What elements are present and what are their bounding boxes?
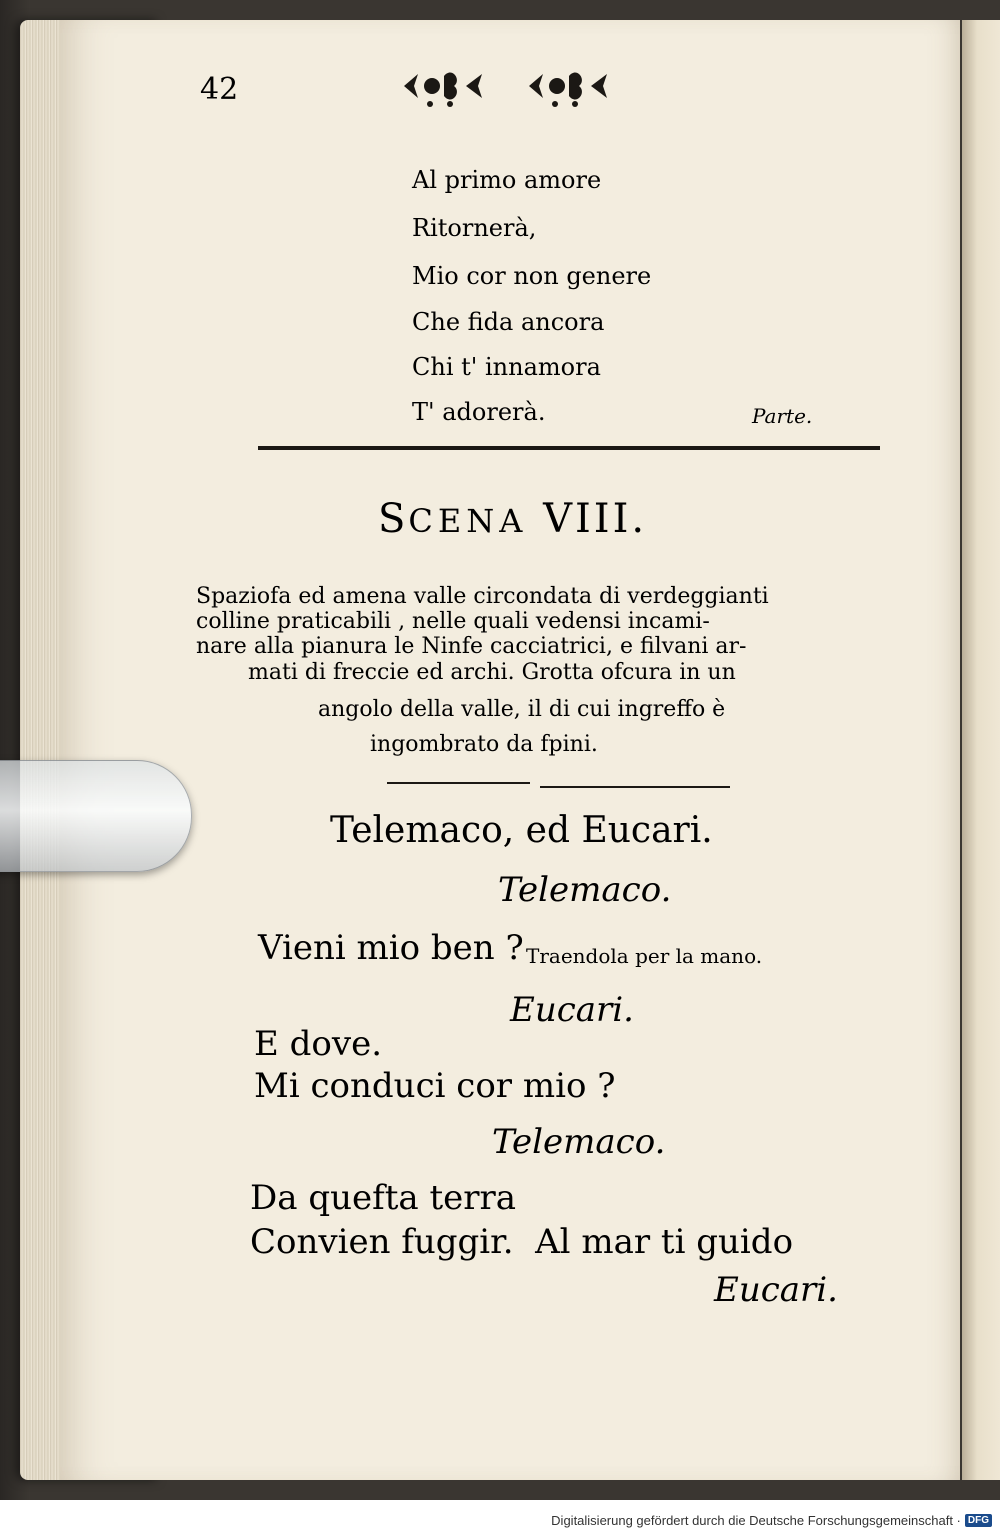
verse-line: Chi t' innamora xyxy=(412,353,601,381)
funding-credit-text: Digitalisierung gefördert durch die Deutsche Forschungsgemeinschaft · xyxy=(551,1513,961,1528)
stage-direction-exit: Parte. xyxy=(752,404,813,428)
verse-line: Al primo amore xyxy=(412,166,602,194)
stage-description-line: Spaziofa ed amena valle circondata di verdeggianti xyxy=(196,584,769,609)
header-ornament xyxy=(400,66,610,110)
stage-direction: Traendola per la mano. xyxy=(526,944,763,968)
section-rule xyxy=(258,446,880,450)
dfg-logo: DFG xyxy=(965,1514,992,1527)
stage-description-line: nare alla pianura le Ninfe cacciatrici, e filvani ar- xyxy=(196,634,747,659)
verse-line: T' adorerà. xyxy=(412,398,546,426)
speaker-name: Eucari. xyxy=(510,990,634,1030)
verse-line: Che fida ancora xyxy=(412,308,605,336)
speaker-name: Eucari. xyxy=(714,1270,838,1310)
dialogue-line: Vieni mio ben ? xyxy=(258,928,524,968)
divider-rule xyxy=(540,786,730,788)
dialogue-line: E dove. xyxy=(254,1024,382,1064)
funding-credit xyxy=(551,1513,992,1528)
verse-line: Ritornerà, xyxy=(412,214,537,242)
stage-description-line: mati di freccie ed archi. Grotta ofcura in un xyxy=(248,660,736,685)
stage-description-line: colline praticabili , nelle quali vedensi incami- xyxy=(196,609,710,634)
verse-line: Mio cor non genere xyxy=(412,262,652,290)
speaker-name: Telemaco. xyxy=(492,1122,666,1162)
divider-rule xyxy=(387,782,530,784)
page-number: 42 xyxy=(200,72,239,107)
speaker-name: Telemaco. xyxy=(498,870,672,910)
dialogue-line: Mi conduci cor mio ? xyxy=(254,1066,616,1106)
page-clip xyxy=(0,760,192,872)
scene-title-number: VIII. xyxy=(527,496,648,542)
scene-title-word: CENA xyxy=(408,502,528,540)
scene-title xyxy=(378,496,647,542)
dialogue-line: Convien fuggir. Al mar ti guido xyxy=(250,1222,794,1262)
floral-ornament-icon xyxy=(400,66,485,110)
floral-ornament-icon xyxy=(525,66,610,110)
scene-title-initial: S xyxy=(378,496,409,542)
stage-description-line: angolo della valle, il di cui ingreffo è xyxy=(318,697,726,722)
dialogue-line: Da quefta terra xyxy=(250,1178,517,1218)
facing-page-edge xyxy=(962,20,1000,1480)
stage-description-line: ingombrato da fpini. xyxy=(370,732,598,757)
characters-list: Telemaco, ed Eucari. xyxy=(330,810,713,851)
